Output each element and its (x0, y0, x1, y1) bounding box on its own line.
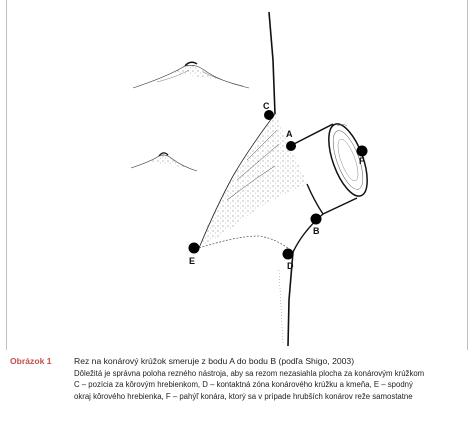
caption-line: Dôležitá je správna poloha rezného nástroja, aby sa rezom nezasiahla plocha za konárovým krúžkom (74, 369, 425, 378)
point-d-label: D (287, 261, 294, 271)
caption-title: Rez na konárový krúžok smeruje z bodu A do bodu B (podľa Shigo, 2003) (74, 356, 355, 366)
upper-bark-ridge (133, 62, 249, 88)
point-a-label: A (286, 129, 293, 139)
point-c-marker (264, 110, 274, 120)
branch-collar-diagram (7, 0, 469, 350)
point-e-label: E (189, 256, 196, 266)
caption-line: C – pozícia za kôrovým hrebienkom, D – kontaktná zóna konárového krúžku a kmeňa, E – spodný (74, 380, 413, 390)
point-c (263, 101, 274, 120)
figure-frame (6, 0, 468, 350)
point-e (189, 243, 200, 267)
point-c-label: C (263, 101, 270, 111)
point-a-marker (286, 141, 296, 151)
caption-line: okraj kôrového hrebienka, F – pahýľ konára, ktorý sa v prípade hrubších konárov reže samostatne (74, 391, 413, 401)
point-f (357, 146, 368, 167)
caption-body (74, 368, 470, 402)
point-e-marker (189, 243, 200, 254)
point-d-marker (283, 249, 294, 260)
lower-bark-ridge (131, 153, 197, 171)
point-f-marker (357, 146, 368, 157)
point-a (286, 129, 296, 151)
point-f-label: F (359, 156, 365, 166)
point-b-label: B (313, 226, 320, 236)
point-b-marker (311, 214, 322, 225)
caption-figure-number: Obrázok 1 (10, 356, 52, 366)
